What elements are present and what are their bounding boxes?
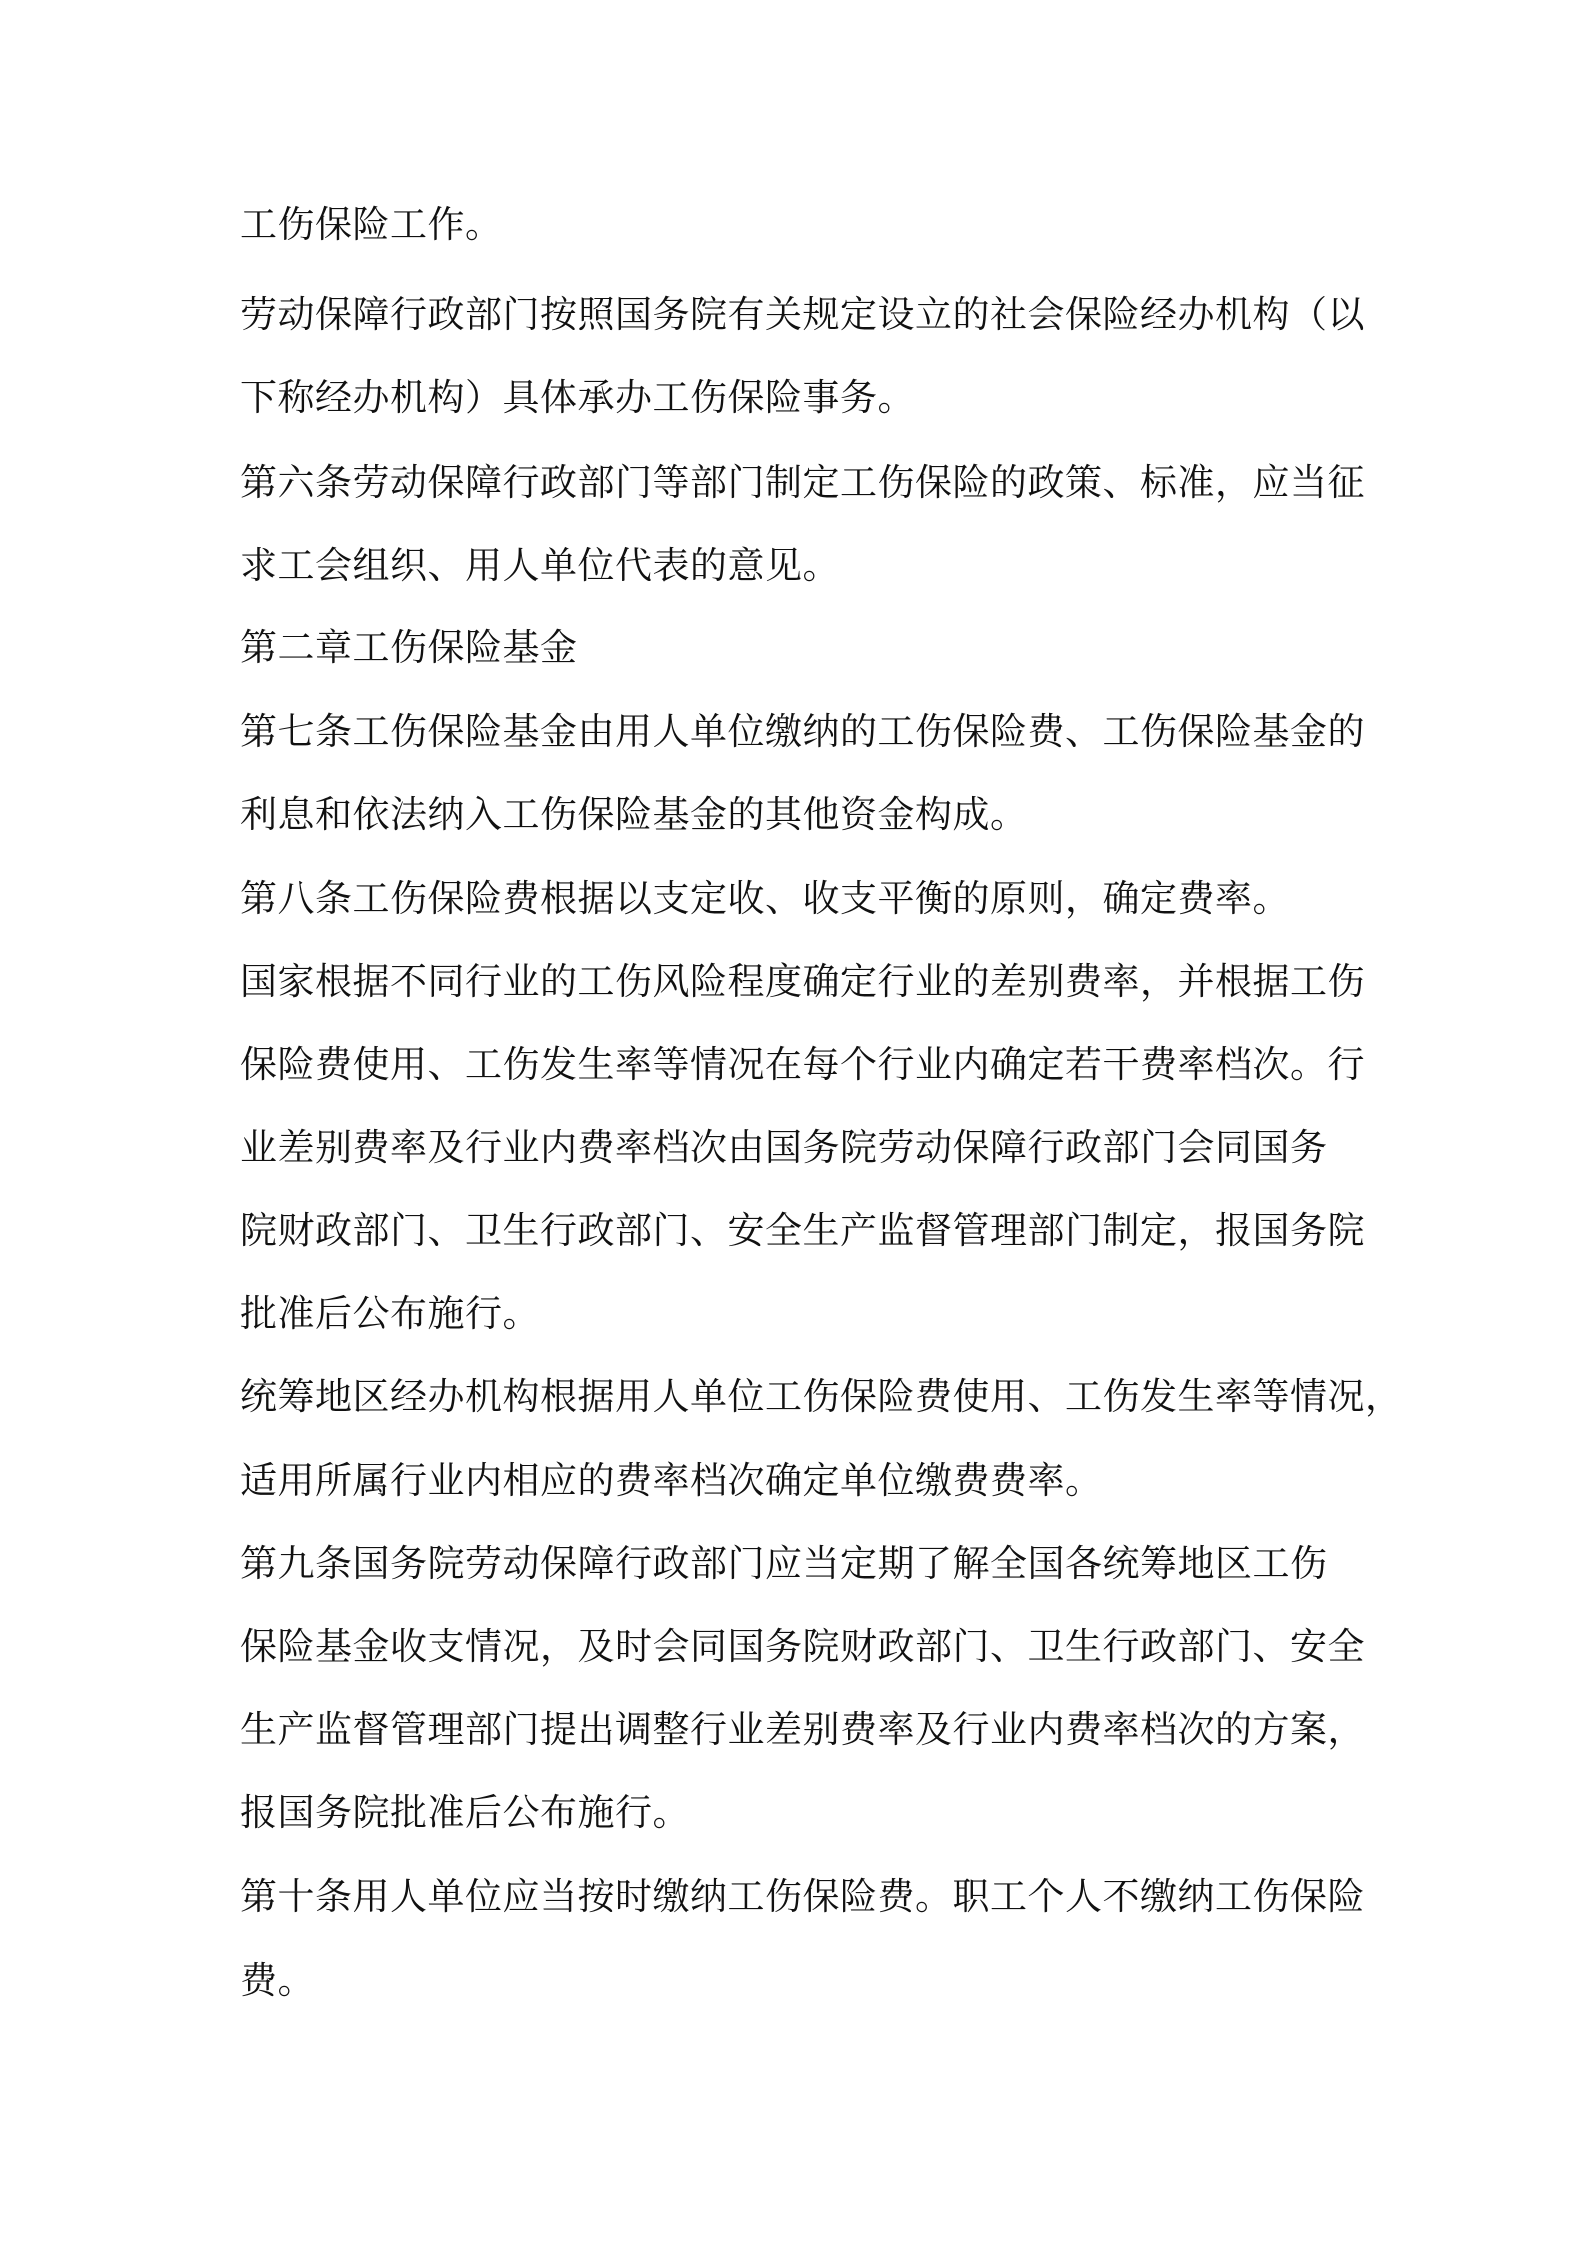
text-line: 适用所属行业内相应的费率档次确定单位缴费费率。 [240,1459,1103,1502]
text-line: 生产监督管理部门提出调整行业差别费率及行业内费率档次的方案， [240,1708,1365,1751]
text-line: 第七条工伤保险基金由用人单位缴纳的工伤保险费、工伤保险基金的 [240,710,1365,753]
text-line: 报国务院批准后公布施行。 [240,1791,690,1834]
text-line: 院财政部门、卫生行政部门、安全生产监督管理部门制定，报国务院 [240,1209,1365,1252]
text-line: 第九条国务院劳动保障行政部门应当定期了解全国各统筹地区工伤 [240,1542,1328,1585]
text-line: 工伤保险工作。 [240,203,503,246]
text-line: 下称经办机构）具体承办工伤保险事务。 [240,376,915,419]
text-line: 统筹地区经办机构根据用人单位工伤保险费使用、工伤发生率等情况， [240,1375,1403,1418]
section-heading: 第二章工伤保险基金 [240,626,578,669]
text-line: 第八条工伤保险费根据以支定收、收支平衡的原则，确定费率。 [240,877,1290,920]
text-line: 利息和依法纳入工伤保险基金的其他资金构成。 [240,793,1028,836]
text-line: 国家根据不同行业的工伤风险程度确定行业的差别费率，并根据工伤 [240,960,1365,1003]
text-line: 批准后公布施行。 [240,1292,540,1335]
text-line: 保险基金收支情况，及时会同国务院财政部门、卫生行政部门、安全 [240,1625,1365,1668]
text-line: 劳动保障行政部门按照国务院有关规定设立的社会保险经办机构（以 [240,293,1365,336]
text-line: 求工会组织、用人单位代表的意见。 [240,544,840,587]
text-line: 第十条用人单位应当按时缴纳工伤保险费。职工个人不缴纳工伤保险 [240,1875,1365,1918]
text-line: 第六条劳动保障行政部门等部门制定工伤保险的政策、标准，应当征 [240,461,1365,504]
text-line: 费。 [240,1959,315,2002]
text-line: 保险费使用、工伤发生率等情况在每个行业内确定若干费率档次。行 [240,1043,1365,1086]
text-line: 业差别费率及行业内费率档次由国务院劳动保障行政部门会同国务 [240,1126,1328,1169]
